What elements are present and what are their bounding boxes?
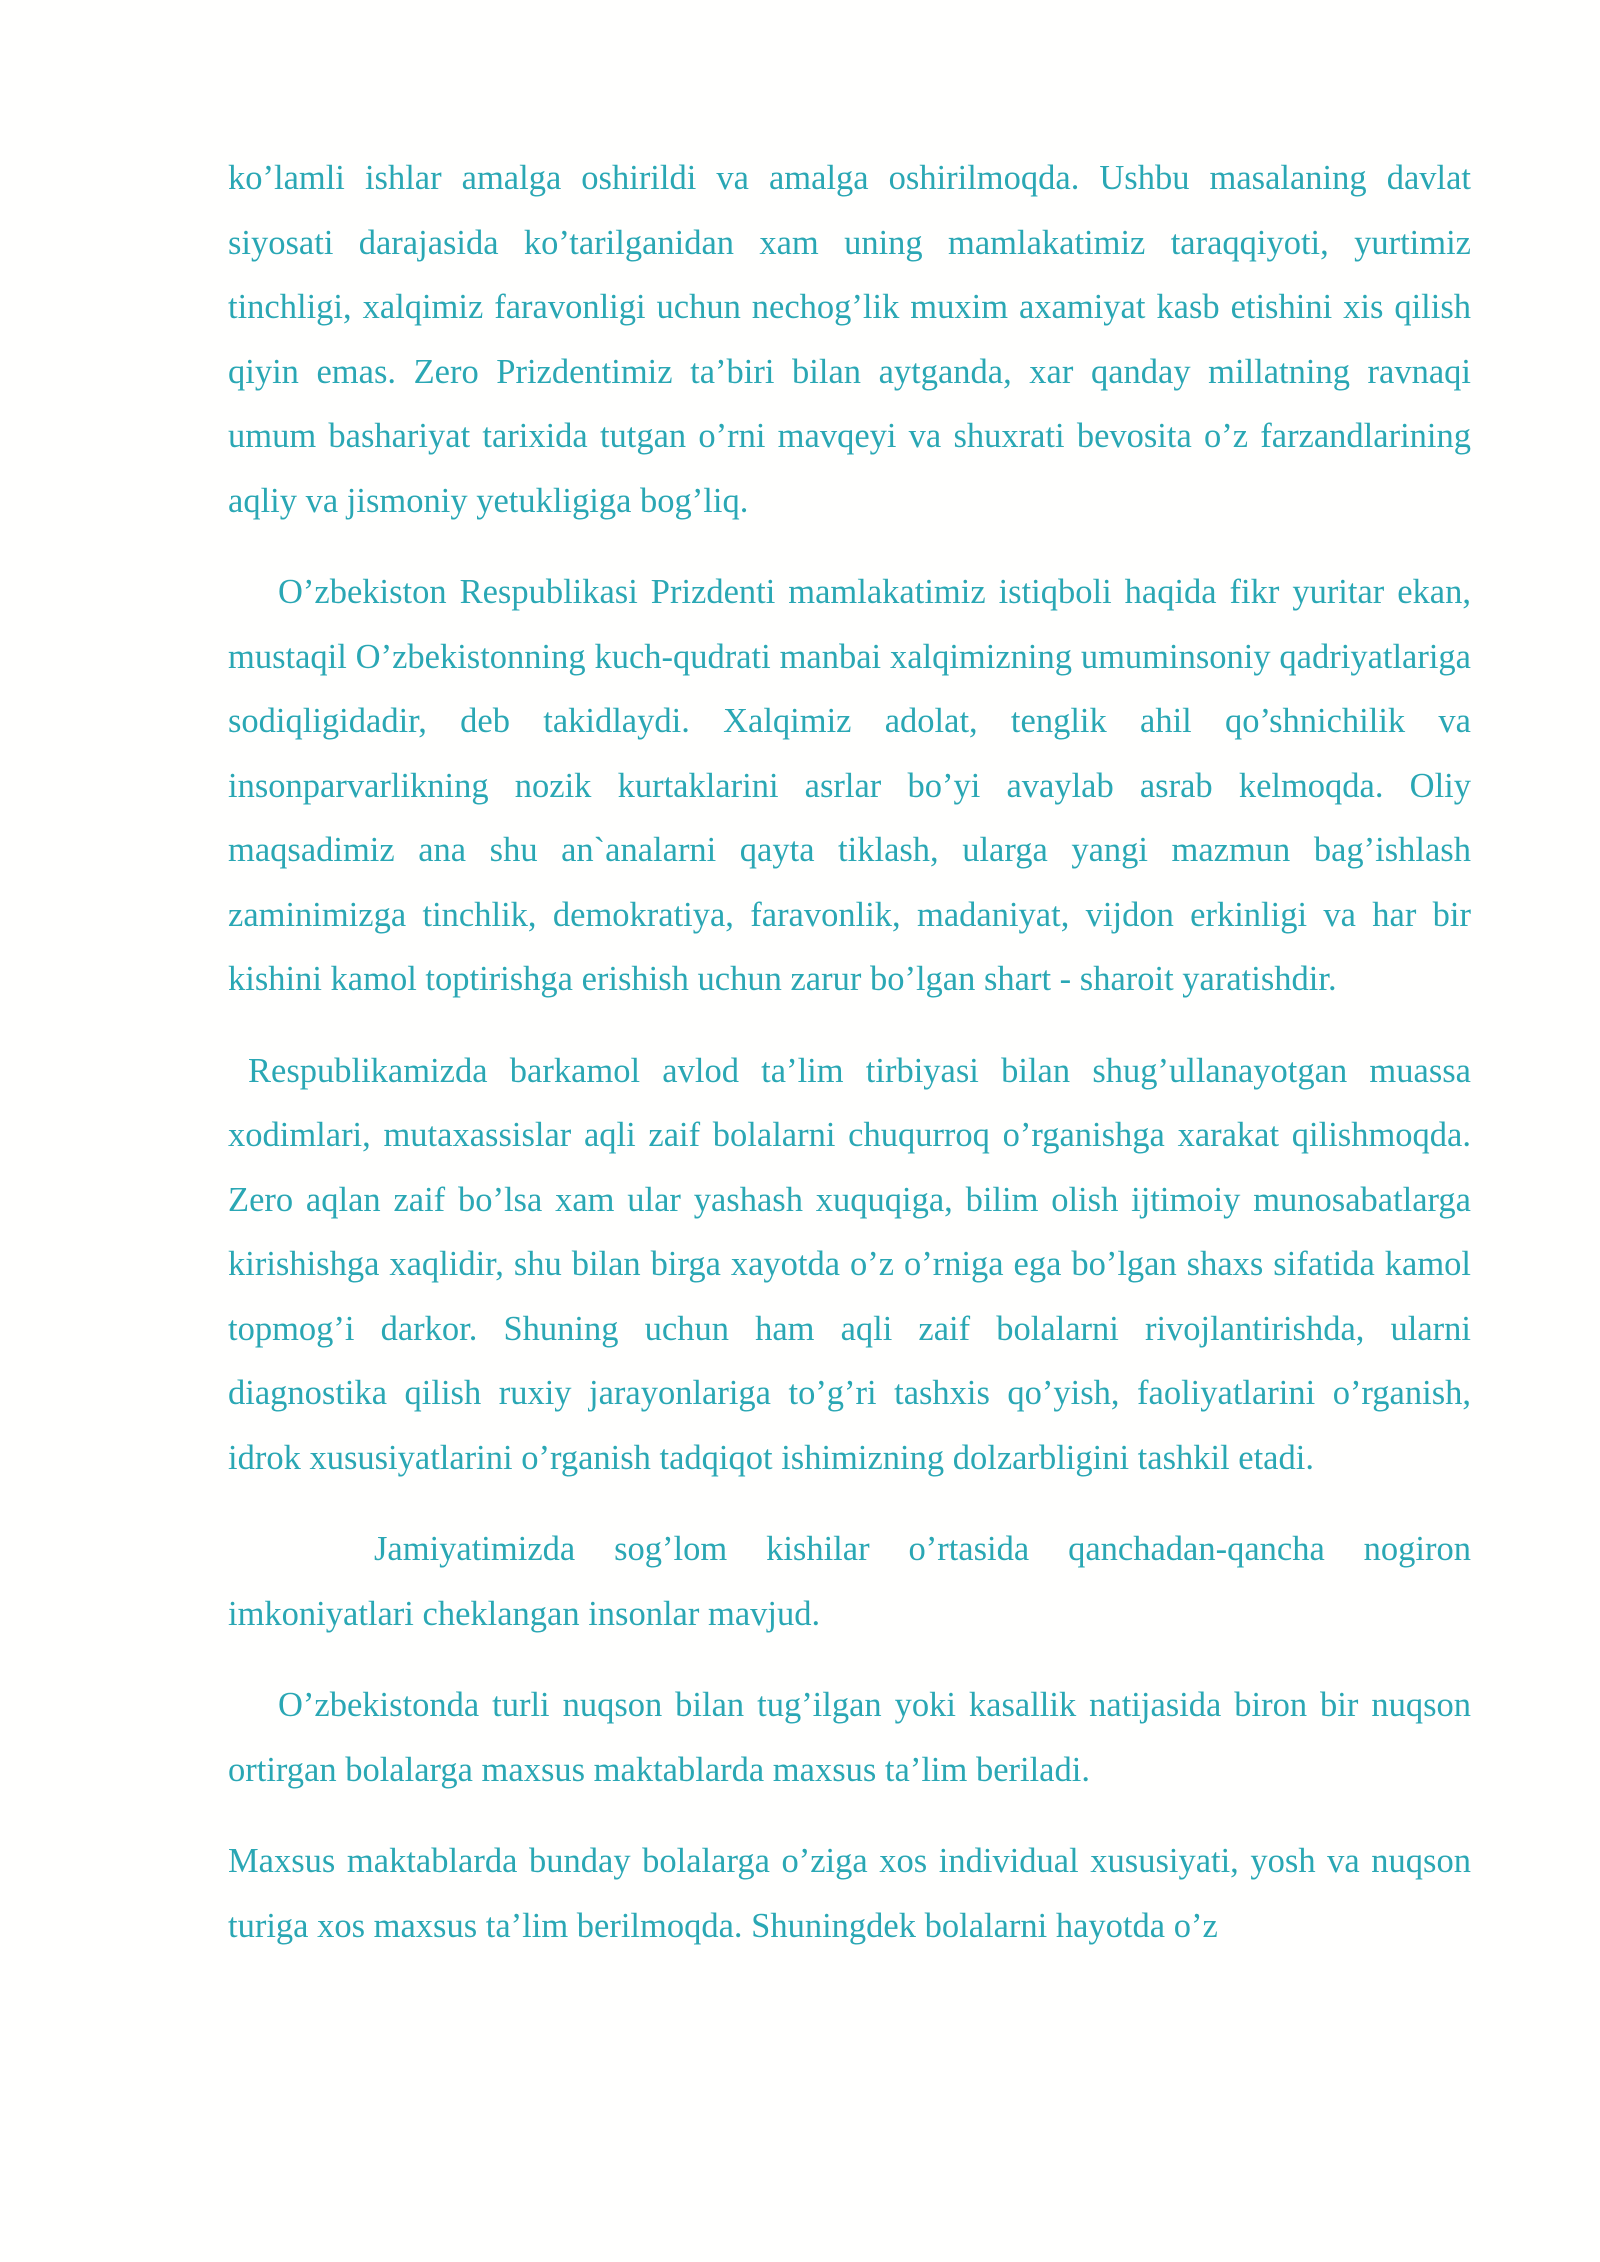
paragraph-4: Jamiyatimizda sog’lom kishilar o’rtasida qanchadan-qancha nogiron imkoniyatlari cheklangan insonlar mavjud. <box>228 1530 1471 1633</box>
paragraph-3: Respublikamizda barkamol avlod ta’lim tirbiyasi bilan shug’ullanayotgan muassa xodimlari, mutaxassislar aqli zaif bolalarni chuqurroq o’rganishga xarakat qilishmoqda. Zero aqlan zaif bo’lsa xam ular yashash xuquqiga, bilim olish ijtimoiy munosabatlarga kirishishga xaqlidir, shu bilan birga xayotda o’z o’rniga ega bo’lgan shaxs sifatida kamol topmog’i darkor. Shuning uchun ham aqli zaif bolalarni rivojlantirishda, ularni diagnostika qilish ruxiy jarayonlariga to’g’ri tashxis qo’yish, faoliyatlarini o’rganish, idrok xususiyatlarini o’rganish tadqiqot ishimizning dolzarbligini tashkil etadi. <box>228 1051 1471 1477</box>
paragraph-5: O’zbekistonda turli nuqson bilan tug’ilgan yoki kasallik natijasida biron bir nuqson ortirgan bolalarga maxsus maktablarda maxsus ta’lim beriladi. <box>228 1686 1471 1789</box>
paragraph-2: O’zbekiston Respublikasi Prizdenti mamlakatimiz istiqboli haqida fikr yuritar ekan, mustaqil O’zbekistonning kuch-qudrati manbai xalqimizning umuminsoniy qadriyatlariga sodiqligidadir, deb takidlaydi. Xalqimiz adolat, tenglik ahil qo’shnichilik va insonparvarlikning nozik kurtaklarini asrlar bo’yi avaylab asrab kelmoqda. Oliy maqsadimiz ana shu an`analarni qayta tiklash, ularga yangi mazmun bag’ishlash zaminimizga tinchlik, demokratiya, faravonlik, madaniyat, vijdon erkinligi va har bir kishini kamol toptirishga erishish uchun zarur bo’lgan shart - sharoit yaratishdir. <box>228 573 1471 998</box>
paragraph-6: Maxsus maktablarda bunday bolalarga o’ziga xos individual xususiyati, yosh va nuqson turiga xos maxsus ta’lim berilmoqda. Shuningdek bolalarni hayotda o’z <box>228 1842 1471 1945</box>
paragraph-1: ko’lamli ishlar amalga oshirildi va amalga oshirilmoqda. Ushbu masalaning davlat siyosati darajasida ko’tarilganidan xam uning mamlakatimiz taraqqiyoti, yurtimiz tinchligi, xalqimiz faravonligi uchun nechog’lik muxim axamiyat kasb etishini xis qilish qiyin emas. Zero Prizdentimiz ta’biri bilan aytganda, xar qanday millatning ravnaqi umum bashariyat tarixida tutgan o’rni mavqeyi va shuxrati bevosita o’z farzandlarining aqliy va jismoniy yetukligiga bog’liq. <box>228 159 1471 520</box>
body-text <box>228 146 1471 1985</box>
